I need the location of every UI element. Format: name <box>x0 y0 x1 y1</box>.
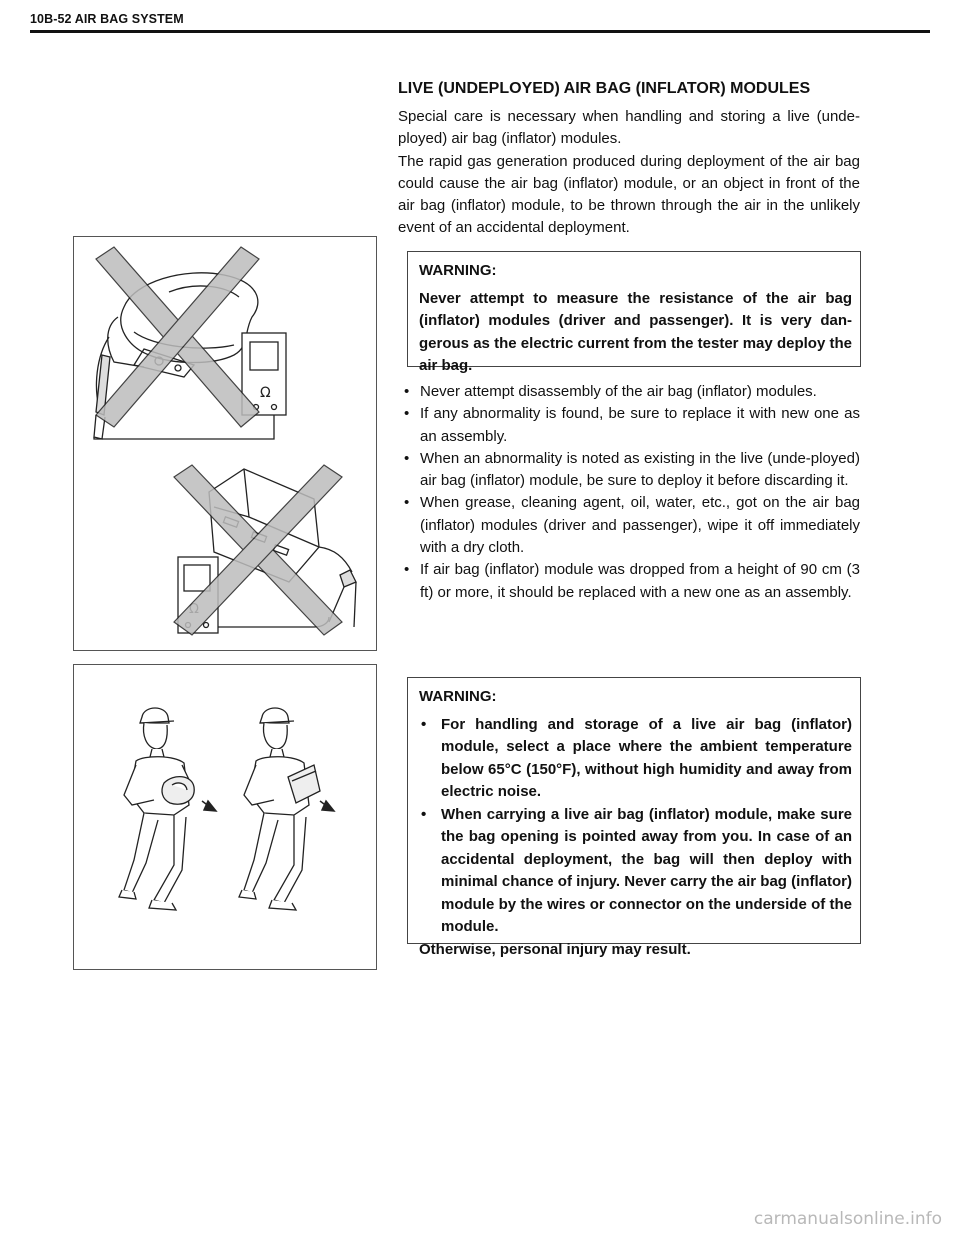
passenger-airbag-module-icon <box>204 469 356 627</box>
direction-arrow-icon <box>202 801 216 811</box>
page-header: 10B-52 AIR BAG SYSTEM <box>30 12 184 26</box>
handling-precautions-list <box>398 381 860 604</box>
bullet-glyph: • <box>404 494 410 512</box>
warning-item-text: When carrying a live air bag (inflator) module, make sure the bag opening is pointed away from you. In case of an accidental deployment, the bag will then deploy with minimal chance of injury. Never carry the air bag (inflator) module by the wires or connector on the underside of the module. <box>441 805 852 935</box>
intro-text <box>398 106 860 240</box>
figure-no-resistance-test-drawing <box>74 237 376 650</box>
bullet-glyph: • <box>421 805 427 823</box>
list-item <box>398 403 860 448</box>
list-item-text: When an abnormality is noted as existing in the live (unde-ployed) air bag (inflator) module, be sure to deploy it before discarding it. <box>420 449 860 490</box>
list-item <box>398 381 860 403</box>
list-item-text: Never attempt disassembly of the air bag (inflator) modules. <box>420 383 817 400</box>
warning-list <box>419 714 852 939</box>
list-item-text: If air bag (inflator) module was dropped from a height of 90 cm (3 ft) or more, it should be replaced with a new one as an assembly. <box>420 561 860 601</box>
bullet-glyph: • <box>404 405 410 423</box>
header-rule <box>30 30 930 33</box>
figure-no-resistance-test <box>73 236 377 651</box>
figure-carrying-modules-drawing <box>74 665 376 969</box>
intro-paragraph: Special care is necessary when handling and storing a live (unde-ployed) air bag (inflator) modules. <box>398 108 860 148</box>
warning-body: Never attempt to measure the resistance of the air bag (inflator) modules (driver and passenger). It is very dan-gerous as the electric current from the tester may deploy the air bag. <box>419 289 852 374</box>
technician-carrying-driver-module-icon <box>119 708 194 910</box>
warning-box-resistance <box>407 251 861 374</box>
bullet-glyph: • <box>404 561 410 579</box>
warning-title: WARNING: <box>419 262 497 279</box>
warning-item <box>419 714 852 804</box>
direction-arrow-icon <box>320 801 334 811</box>
list-item-text: When grease, cleaning agent, oil, water, etc., got on the air bag (inflator) modules (driver and passenger), wipe it off immediately with a dry cloth. <box>420 494 860 557</box>
bullet-glyph: • <box>404 449 410 467</box>
warning-tail: Otherwise, personal injury may result. <box>419 940 691 958</box>
watermark: carmanualsonline.info <box>753 1209 942 1229</box>
intro-paragraph: The rapid gas generation produced during deployment of the air bag could cause the air bag (inflator) module, or an object in front of the air bag (inflator) module, to be thrown through the air in the unlikely event of an accidental deployment. <box>398 152 860 237</box>
list-item <box>398 492 860 559</box>
list-item <box>398 559 860 604</box>
list-item <box>398 448 860 493</box>
bullet-glyph: • <box>404 383 410 400</box>
section-title: LIVE (UNDEPLOYED) AIR BAG (INFLATOR) MODULES <box>398 80 811 97</box>
figure-carrying-modules <box>73 664 377 970</box>
bullet-glyph: • <box>421 715 427 733</box>
technician-carrying-passenger-module-icon <box>239 708 320 910</box>
ohm-symbol: Ω <box>260 385 271 401</box>
warning-item <box>419 804 852 939</box>
warning-item-text: For handling and storage of a live air bag (inflator) module, select a place where the ambient temperature below 65°C (150°F), without high humidity and away from electric noise. <box>441 715 852 800</box>
list-item-text: If any abnormality is found, be sure to replace it with new one as an assembly. <box>420 405 860 445</box>
warning-title: WARNING: <box>419 688 497 705</box>
warning-box-handling <box>407 677 861 958</box>
